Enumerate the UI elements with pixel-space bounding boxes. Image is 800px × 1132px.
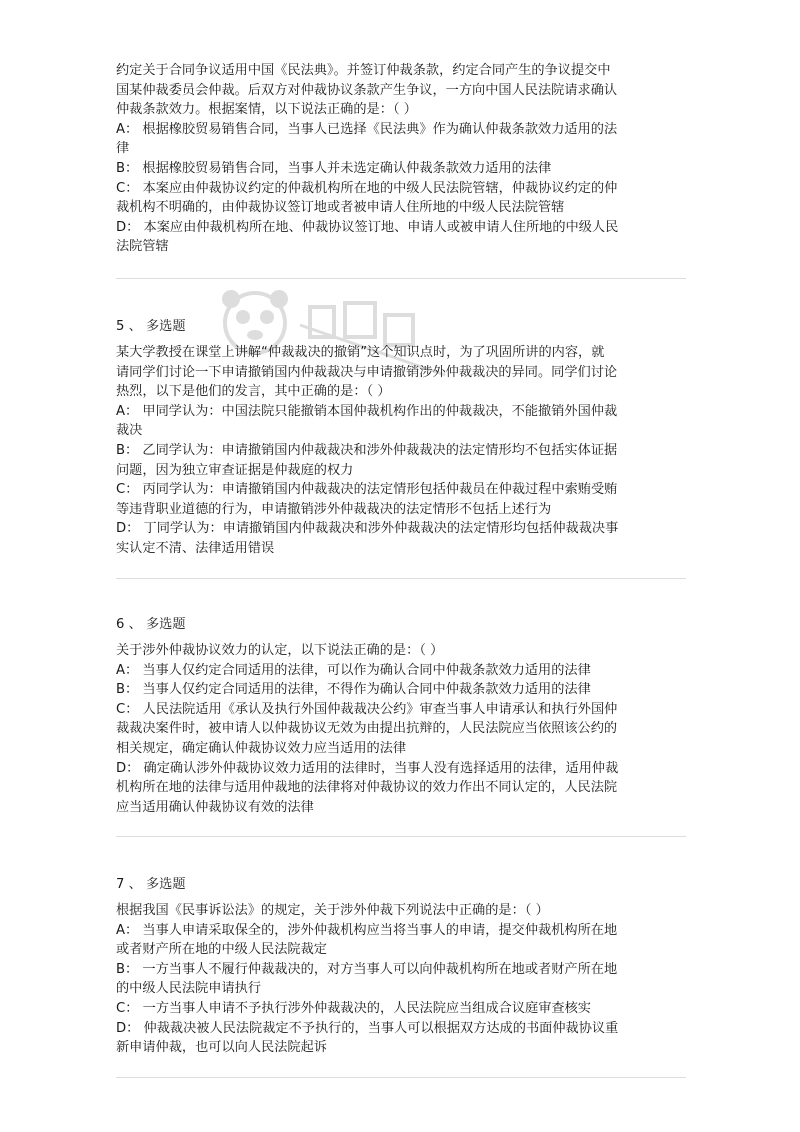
divider <box>116 278 686 279</box>
text-line: 裁机构不明确的，由仲裁协议签订地或者被申请人住所地的中级人民法院管辖 <box>116 200 565 216</box>
question-7 <box>116 875 686 1058</box>
option-d: D： 本案应由仲裁机构所在地、仲裁协议签订地、申请人或被申请人住所地的中级人民 <box>116 219 619 235</box>
option-a: A： 当事人申请采取保全的，涉外仲裁机构应当将当事人的申请，提交仲裁机构所在地 <box>116 922 618 938</box>
question-stem: 某大学教授在课堂上讲解“仲裁裁决的撤销”这个知识点时，为了巩固所讲的内容，就 <box>116 345 605 360</box>
option-d: D： 确定确认涉外仲裁协议效力适用的法律时，当事人没有选择适用的法律，适用仲裁 <box>116 760 619 776</box>
text-line: 或者财产所在地的中级人民法院裁定 <box>116 942 327 958</box>
option-a: A： 当事人仅约定合同适用的法律，可以作为确认合同中仲裁条款效力适用的法律 <box>116 662 591 678</box>
option-d: D： 丁同学认为：申请撤销国内仲裁裁决和涉外仲裁裁决的法定情形均包括仲裁裁决事 <box>116 521 619 537</box>
question-stem: 关于涉外仲裁协议效力的认定，以下说法正确的是：（ ） <box>116 643 444 658</box>
intro-block <box>116 61 686 257</box>
text-line: 约定关于合同争议适用中国《民法典》。并签订仲裁条款，约定合同产生的争议提交中 <box>116 63 611 78</box>
text-line: 法院管辖 <box>116 239 169 255</box>
text-line: 相关规定，确定确认仲裁协议效力应当适用的法律 <box>116 740 407 756</box>
text-line: 等违背职业道德的行为，申请撤销涉外仲裁裁决的法定情形不包括上述行为 <box>116 501 552 517</box>
text-line: 裁决 <box>116 423 143 439</box>
text-line: 机构所在地的法律与适用仲裁地的法律将对仲裁协议的效力作出不同认定的，人民法院 <box>116 780 618 796</box>
question-stem: 热烈，以下是他们的发言，其中正确的是：（ ） <box>116 384 391 400</box>
option-c: C： 丙同学认为：申请撤销国内仲裁裁决的法定情形包括仲裁员在仲裁过程中索贿受贿 <box>116 482 618 498</box>
text-line: 应当适用确认仲裁协议有效的法律 <box>116 799 314 815</box>
option-a: A： 甲同学认为：中国法院只能撤销本国仲裁机构作出的仲裁裁决，不能撤销外国仲裁 <box>116 403 618 419</box>
text-line: 新申请仲裁，也可以向人民法院起诉 <box>116 1040 327 1056</box>
option-c: C： 本案应由仲裁协议约定的仲裁机构所在地的中级人民法院管辖，仲裁协议约定的仲 <box>116 180 618 196</box>
text-line: 实认定不清、法律适用错误 <box>116 540 275 556</box>
option-c: C： 一方当事人申请不予执行涉外仲裁裁决的，人民法院应当组成合议庭审查核实 <box>116 1000 591 1016</box>
question-stem: 根据我国《民事诉讼法》的规定，关于涉外仲裁下列说法中正确的是：（ ） <box>116 903 549 918</box>
question-heading: 6 、 多选题 <box>116 617 186 632</box>
text-line: 裁裁决案件时，被申请人以仲裁协议无效为由提出抗辩的，人民法院应当依照该公约的 <box>116 721 618 737</box>
option-a: A： 根据橡胶贸易销售合同，当事人已选择《民法典》作为确认仲裁条款效力适用的法 <box>116 121 618 137</box>
text-line: 问题，因为独立审查证据是仲裁庭的权力 <box>116 462 354 478</box>
text-line: 的中级人民法院申请执行 <box>116 981 262 997</box>
option-b: B： 当事人仅约定合同适用的法律，不得作为确认合同中仲裁条款效力适用的法律 <box>116 682 591 698</box>
divider <box>116 836 686 837</box>
question-5 <box>116 317 686 559</box>
option-d: D： 仲裁裁决被人民法院裁定不予执行的，当事人可以根据双方达成的书面仲裁协议重 <box>116 1020 619 1036</box>
question-heading: 5 、 多选题 <box>116 319 186 334</box>
divider <box>116 1077 686 1078</box>
option-b: B： 一方当事人不履行仲裁裁决的，对方当事人可以向仲裁机构所在地或者财产所在地 <box>116 961 618 977</box>
option-b: B： 根据橡胶贸易销售合同，当事人并未选定确认仲裁条款效力适用的法律 <box>116 160 552 176</box>
divider <box>116 578 686 579</box>
text-line: 律 <box>116 141 130 157</box>
option-c: C： 人民法院适用《承认及执行外国仲裁裁决公约》审查当事人申请承认和执行外国仲 <box>116 701 618 717</box>
text-line: 国某仲裁委员会仲裁。后双方对仲裁协议条款产生争议，一方向中国人民法院请求确认 <box>116 82 618 98</box>
question-stem: 请同学们讨论一下申请撤销国内仲裁裁决与申请撤销涉外仲裁裁决的异同。同学们讨论 <box>116 364 618 380</box>
question-6 <box>116 615 686 817</box>
question-heading: 7 、 多选题 <box>116 877 186 892</box>
option-b: B： 乙同学认为：申请撤销国内仲裁裁决和涉外仲裁裁决的法定情形均不包括实体证据 <box>116 442 618 458</box>
text-line: 仲裁条款效力。根据案情，以下说法正确的是：（ ） <box>116 102 417 118</box>
